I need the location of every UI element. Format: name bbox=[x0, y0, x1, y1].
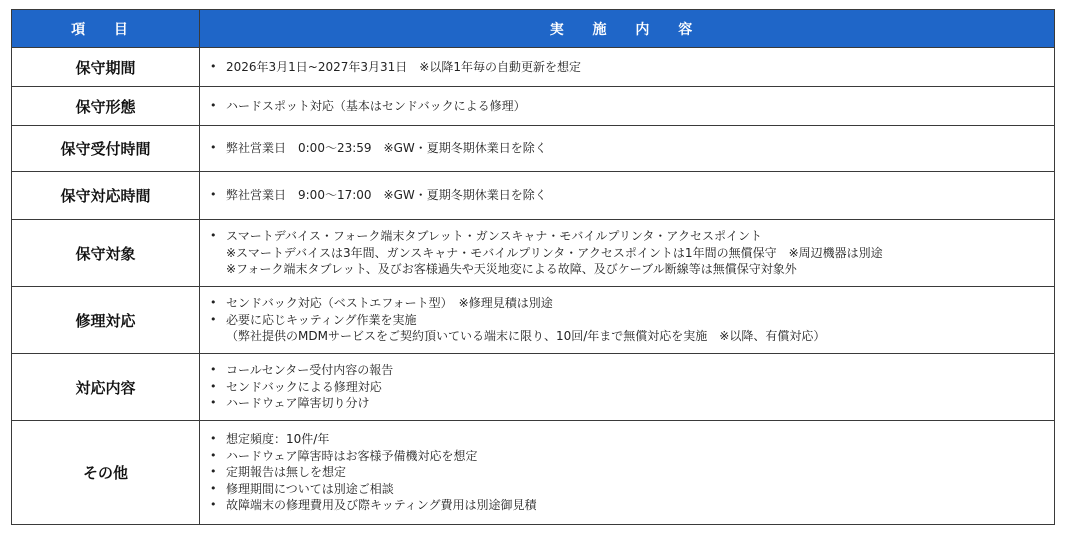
list-item bbox=[208, 431, 1054, 448]
row-label: 対応内容 bbox=[12, 354, 200, 421]
list-item bbox=[208, 448, 1054, 465]
bullet-list bbox=[208, 362, 1054, 412]
list-item bbox=[208, 98, 1054, 115]
row-content bbox=[200, 48, 1055, 87]
row-label: 保守対応時間 bbox=[12, 172, 200, 220]
table-row bbox=[12, 48, 1055, 87]
bullet-text: 2026年3月1日~2027年3月31日 ※以降1年毎の自動更新を想定 bbox=[226, 59, 581, 74]
row-label: その他 bbox=[12, 421, 200, 525]
bullet-list bbox=[208, 187, 1054, 204]
row-label: 保守形態 bbox=[12, 87, 200, 126]
list-item bbox=[208, 312, 1054, 345]
table-row bbox=[12, 87, 1055, 126]
bullet-text: ハードウェア障害時はお客様予備機対応を想定 bbox=[226, 448, 478, 463]
bullet-list bbox=[208, 98, 1054, 115]
table-row bbox=[12, 126, 1055, 172]
row-content bbox=[200, 87, 1055, 126]
row-content bbox=[200, 287, 1055, 354]
row-content bbox=[200, 220, 1055, 287]
table-row bbox=[12, 220, 1055, 287]
bullet-text: スマートデバイス・フォーク端末タブレット・ガンスキャナ・モバイルプリンタ・アクセスポイント bbox=[226, 229, 763, 244]
list-item bbox=[208, 379, 1054, 396]
bullet-text: 定期報告は無しを想定 bbox=[226, 465, 347, 480]
row-content bbox=[200, 172, 1055, 220]
row-content bbox=[200, 126, 1055, 172]
table-row bbox=[12, 354, 1055, 421]
bullet-text: ハードウェア障害切り分け bbox=[226, 396, 370, 411]
bullet-list bbox=[208, 140, 1054, 157]
table-row bbox=[12, 287, 1055, 354]
bullet-list bbox=[208, 295, 1054, 345]
list-item bbox=[208, 362, 1054, 379]
bullet-note: ※スマートデバイスは3年間、ガンスキャナ・モバイルプリンタ・アクセスポイントは1年間の無償保守 ※周辺機器は別途 bbox=[226, 245, 883, 260]
bullet-text: 故障端末の修理費用及び際キッティング費用は別途御見積 bbox=[226, 498, 537, 513]
bullet-text: 想定頻度：10件/年 bbox=[226, 432, 330, 447]
bullet-text: 必要に応じキッティング作業を実施 bbox=[226, 312, 417, 327]
row-label: 保守対象 bbox=[12, 220, 200, 287]
row-content bbox=[200, 354, 1055, 421]
header-content: 実 施 内 容 bbox=[200, 10, 1055, 48]
list-item bbox=[208, 187, 1054, 204]
list-item bbox=[208, 295, 1054, 312]
bullet-text: ハードスポット対応（基本はセンドバックによる修理） bbox=[226, 98, 526, 113]
table-row bbox=[12, 421, 1055, 525]
row-label: 修理対応 bbox=[12, 287, 200, 354]
table-row bbox=[12, 172, 1055, 220]
row-label: 保守期間 bbox=[12, 48, 200, 87]
bullet-text: 修理期間については別途ご相談 bbox=[226, 481, 394, 496]
list-item bbox=[208, 59, 1054, 76]
bullet-list bbox=[208, 431, 1054, 514]
header-item: 項 目 bbox=[12, 10, 200, 48]
bullet-text: 弊社営業日 9:00～17:00 ※GW・夏期冬期休業日を除く bbox=[226, 188, 547, 203]
bullet-text: センドバック対応（ベストエフォート型） ※修理見積は別途 bbox=[226, 296, 553, 311]
bullet-text: センドバックによる修理対応 bbox=[226, 379, 382, 394]
list-item bbox=[208, 464, 1054, 481]
row-label: 保守受付時間 bbox=[12, 126, 200, 172]
bullet-text: コールセンター受付内容の報告 bbox=[226, 363, 394, 378]
list-item bbox=[208, 395, 1054, 412]
row-content bbox=[200, 421, 1055, 525]
bullet-list bbox=[208, 228, 1054, 278]
list-item bbox=[208, 481, 1054, 498]
maintenance-spec-table bbox=[11, 9, 1055, 525]
table-header-row bbox=[12, 10, 1055, 48]
list-item bbox=[208, 497, 1054, 514]
bullet-note: （弊社提供のMDMサービスをご契約頂いている端末に限り、10回/年まで無償対応を実施 ※以降、有償対応） bbox=[226, 329, 826, 344]
list-item bbox=[208, 140, 1054, 157]
bullet-text: 弊社営業日 0:00～23:59 ※GW・夏期冬期休業日を除く bbox=[226, 141, 547, 156]
list-item bbox=[208, 228, 1054, 278]
bullet-list bbox=[208, 59, 1054, 76]
bullet-note: ※フォーク端末タブレット、及びお客様過失や天災地変による故障、及びケーブル断線等は無償保守対象外 bbox=[226, 262, 797, 277]
